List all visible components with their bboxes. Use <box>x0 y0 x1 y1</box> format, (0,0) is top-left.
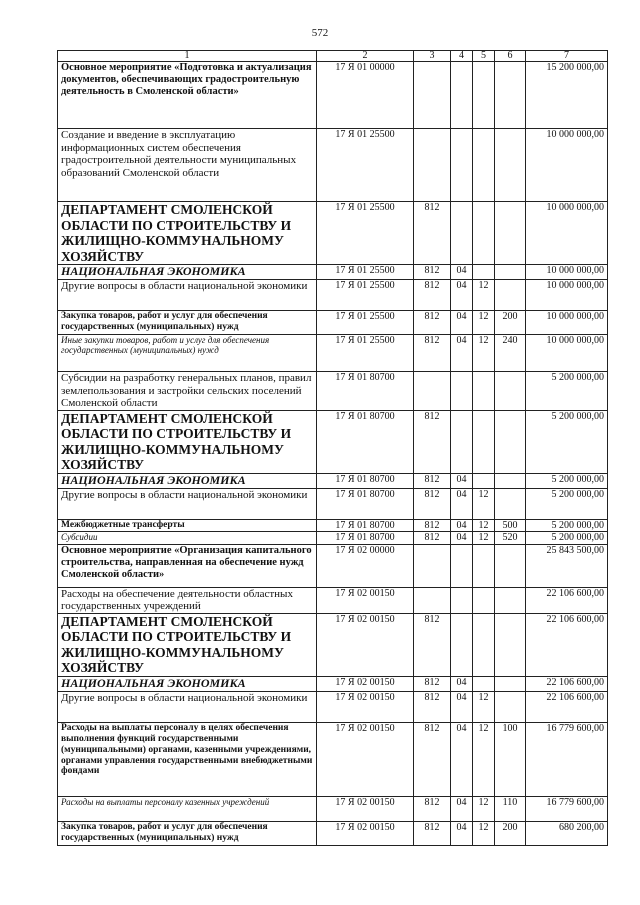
row-dept-cell: 812 <box>414 613 451 676</box>
row-section-cell: 04 <box>451 532 473 545</box>
row-code-cell: 17 Я 02 00150 <box>317 691 414 722</box>
row-section-cell: 04 <box>451 722 473 796</box>
row-amount-cell: 5 200 000,00 <box>526 371 608 410</box>
row-section-cell: 04 <box>451 310 473 334</box>
row-code-cell: 17 Я 02 00150 <box>317 613 414 676</box>
row-section-cell: 04 <box>451 691 473 722</box>
row-code-cell: 17 Я 02 00150 <box>317 676 414 691</box>
row-subsection-cell <box>473 202 495 265</box>
row-name-cell: Расходы на выплаты персоналу в целях обеспечения выполнения функций государственными (муниципальными) органами, казенными учреждениями, органами управления государственными внебюджетными фондами <box>58 722 317 796</box>
row-type-cell <box>495 473 526 488</box>
row-dept-cell: 812 <box>414 202 451 265</box>
row-section-cell: 04 <box>451 821 473 845</box>
table-row <box>58 371 608 410</box>
row-amount-cell: 10 000 000,00 <box>526 334 608 371</box>
header-row <box>58 51 608 62</box>
header-col-4: 4 <box>451 51 473 62</box>
row-name-cell: Расходы на обеспечение деятельности областных государственных учреждений <box>58 587 317 613</box>
row-dept-cell: 812 <box>414 676 451 691</box>
row-name-cell: Расходы на выплаты персоналу казенных учреждений <box>58 796 317 821</box>
row-dept-cell <box>414 371 451 410</box>
row-code-cell: 17 Я 01 00000 <box>317 62 414 129</box>
row-dept-cell: 812 <box>414 310 451 334</box>
table-row <box>58 334 608 371</box>
row-amount-cell: 5 200 000,00 <box>526 532 608 545</box>
row-code-cell: 17 Я 01 80700 <box>317 473 414 488</box>
row-code-cell: 17 Я 02 00150 <box>317 587 414 613</box>
row-amount-cell: 16 779 600,00 <box>526 722 608 796</box>
row-section-cell <box>451 544 473 587</box>
row-amount-cell: 15 200 000,00 <box>526 62 608 129</box>
page-number: 572 <box>311 27 329 39</box>
row-type-cell <box>495 676 526 691</box>
table-body <box>58 62 608 846</box>
table-row <box>58 796 608 821</box>
row-subsection-cell <box>473 587 495 613</box>
row-name-cell: Закупка товаров, работ и услуг для обеспечения государственных (муниципальных) нужд <box>58 310 317 334</box>
row-section-cell: 04 <box>451 796 473 821</box>
row-section-cell: 04 <box>451 473 473 488</box>
row-dept-cell: 812 <box>414 265 451 280</box>
row-amount-cell: 22 106 600,00 <box>526 587 608 613</box>
row-code-cell: 17 Я 01 25500 <box>317 279 414 310</box>
row-subsection-cell <box>473 676 495 691</box>
row-amount-cell: 5 200 000,00 <box>526 410 608 473</box>
row-subsection-cell: 12 <box>473 722 495 796</box>
row-dept-cell: 812 <box>414 796 451 821</box>
row-amount-cell: 10 000 000,00 <box>526 129 608 202</box>
row-subsection-cell <box>473 410 495 473</box>
row-dept-cell: 812 <box>414 532 451 545</box>
row-type-cell <box>495 265 526 280</box>
row-type-cell <box>495 62 526 129</box>
row-amount-cell: 5 200 000,00 <box>526 473 608 488</box>
row-subsection-cell <box>473 473 495 488</box>
row-type-cell <box>495 129 526 202</box>
table-row <box>58 62 608 129</box>
row-amount-cell: 5 200 000,00 <box>526 488 608 519</box>
row-code-cell: 17 Я 01 80700 <box>317 488 414 519</box>
header-col-3: 3 <box>414 51 451 62</box>
row-type-cell <box>495 691 526 722</box>
row-subsection-cell: 12 <box>473 532 495 545</box>
row-type-cell <box>495 488 526 519</box>
row-type-cell <box>495 279 526 310</box>
row-subsection-cell <box>473 62 495 129</box>
row-section-cell: 04 <box>451 488 473 519</box>
row-name-cell: Основное мероприятие «Организация капитального строительства, направленная на обеспечение нужд Смоленской области» <box>58 544 317 587</box>
row-dept-cell: 812 <box>414 821 451 845</box>
row-name-cell: Закупка товаров, работ и услуг для обеспечения государственных (муниципальных) нужд <box>58 821 317 845</box>
row-subsection-cell <box>473 544 495 587</box>
row-section-cell <box>451 62 473 129</box>
row-name-cell: НАЦИОНАЛЬНАЯ ЭКОНОМИКА <box>58 473 317 488</box>
row-type-cell <box>495 371 526 410</box>
row-dept-cell <box>414 544 451 587</box>
row-amount-cell: 680 200,00 <box>526 821 608 845</box>
table-row <box>58 410 608 473</box>
row-code-cell: 17 Я 01 25500 <box>317 202 414 265</box>
row-type-cell: 240 <box>495 334 526 371</box>
row-subsection-cell: 12 <box>473 334 495 371</box>
row-subsection-cell: 12 <box>473 279 495 310</box>
row-section-cell: 04 <box>451 676 473 691</box>
table-row <box>58 532 608 545</box>
row-amount-cell: 10 000 000,00 <box>526 202 608 265</box>
table-row <box>58 587 608 613</box>
table-row <box>58 691 608 722</box>
table-row <box>58 310 608 334</box>
row-amount-cell: 10 000 000,00 <box>526 310 608 334</box>
table-row <box>58 279 608 310</box>
row-subsection-cell: 12 <box>473 691 495 722</box>
header-col-2: 2 <box>317 51 414 62</box>
table-row <box>58 202 608 265</box>
row-name-cell: Межбюджетные трансферты <box>58 519 317 532</box>
header-col-6: 6 <box>495 51 526 62</box>
row-amount-cell: 16 779 600,00 <box>526 796 608 821</box>
row-subsection-cell <box>473 371 495 410</box>
row-code-cell: 17 Я 01 80700 <box>317 410 414 473</box>
row-subsection-cell <box>473 265 495 280</box>
row-section-cell: 04 <box>451 265 473 280</box>
header-col-5: 5 <box>473 51 495 62</box>
row-type-cell <box>495 410 526 473</box>
row-dept-cell: 812 <box>414 334 451 371</box>
row-type-cell <box>495 202 526 265</box>
row-amount-cell: 25 843 500,00 <box>526 544 608 587</box>
row-subsection-cell: 12 <box>473 519 495 532</box>
row-amount-cell: 22 106 600,00 <box>526 613 608 676</box>
row-name-cell: Субсидии <box>58 532 317 545</box>
row-type-cell: 200 <box>495 821 526 845</box>
row-name-cell: Основное мероприятие «Подготовка и актуализация документов, обеспечивающих градостроительную деятельность в Смоленской области» <box>58 62 317 129</box>
header-col-7: 7 <box>526 51 608 62</box>
row-name-cell: Создание и введение в эксплуатацию информационных систем обеспечения градостроительной деятельности муниципальных образований Смоленской области <box>58 129 317 202</box>
row-subsection-cell <box>473 129 495 202</box>
row-dept-cell: 812 <box>414 519 451 532</box>
table-row <box>58 821 608 845</box>
row-section-cell <box>451 371 473 410</box>
row-section-cell: 04 <box>451 519 473 532</box>
row-code-cell: 17 Я 01 25500 <box>317 265 414 280</box>
row-name-cell: Субсидии на разработку генеральных планов, правил землепользования и застройки сельских поселений Смоленской области <box>58 371 317 410</box>
row-dept-cell: 812 <box>414 722 451 796</box>
row-section-cell <box>451 587 473 613</box>
row-type-cell <box>495 544 526 587</box>
row-code-cell: 17 Я 01 80700 <box>317 371 414 410</box>
row-amount-cell: 10 000 000,00 <box>526 279 608 310</box>
row-subsection-cell: 12 <box>473 488 495 519</box>
row-section-cell <box>451 202 473 265</box>
row-amount-cell: 10 000 000,00 <box>526 265 608 280</box>
row-name-cell: Другие вопросы в области национальной экономики <box>58 279 317 310</box>
row-section-cell <box>451 410 473 473</box>
row-code-cell: 17 Я 01 80700 <box>317 532 414 545</box>
table-row <box>58 129 608 202</box>
row-code-cell: 17 Я 01 25500 <box>317 334 414 371</box>
row-dept-cell <box>414 62 451 129</box>
row-dept-cell <box>414 129 451 202</box>
row-dept-cell: 812 <box>414 691 451 722</box>
row-code-cell: 17 Я 01 25500 <box>317 129 414 202</box>
row-type-cell: 500 <box>495 519 526 532</box>
table-row <box>58 265 608 280</box>
row-section-cell <box>451 613 473 676</box>
row-name-cell: ДЕПАРТАМЕНТ СМОЛЕНСКОЙ ОБЛАСТИ ПО СТРОИТЕЛЬСТВУ И ЖИЛИЩНО-КОММУНАЛЬНОМУ ХОЗЯЙСТВУ <box>58 202 317 265</box>
row-type-cell: 520 <box>495 532 526 545</box>
table-row <box>58 722 608 796</box>
row-name-cell: ДЕПАРТАМЕНТ СМОЛЕНСКОЙ ОБЛАСТИ ПО СТРОИТЕЛЬСТВУ И ЖИЛИЩНО-КОММУНАЛЬНОМУ ХОЗЯЙСТВУ <box>58 410 317 473</box>
row-dept-cell: 812 <box>414 473 451 488</box>
row-subsection-cell: 12 <box>473 796 495 821</box>
table-row <box>58 519 608 532</box>
budget-table <box>57 50 608 846</box>
row-dept-cell <box>414 587 451 613</box>
row-name-cell: НАЦИОНАЛЬНАЯ ЭКОНОМИКА <box>58 265 317 280</box>
row-section-cell: 04 <box>451 279 473 310</box>
row-dept-cell: 812 <box>414 279 451 310</box>
row-type-cell <box>495 587 526 613</box>
row-type-cell: 110 <box>495 796 526 821</box>
row-amount-cell: 22 106 600,00 <box>526 691 608 722</box>
row-amount-cell: 22 106 600,00 <box>526 676 608 691</box>
table-row <box>58 488 608 519</box>
row-amount-cell: 5 200 000,00 <box>526 519 608 532</box>
row-code-cell: 17 Я 02 00150 <box>317 821 414 845</box>
table-row <box>58 676 608 691</box>
row-code-cell: 17 Я 02 00150 <box>317 796 414 821</box>
row-type-cell: 200 <box>495 310 526 334</box>
row-dept-cell: 812 <box>414 410 451 473</box>
row-code-cell: 17 Я 02 00150 <box>317 722 414 796</box>
row-subsection-cell <box>473 613 495 676</box>
row-section-cell <box>451 129 473 202</box>
row-code-cell: 17 Я 02 00000 <box>317 544 414 587</box>
row-section-cell: 04 <box>451 334 473 371</box>
row-subsection-cell: 12 <box>473 310 495 334</box>
row-type-cell: 100 <box>495 722 526 796</box>
row-name-cell: НАЦИОНАЛЬНАЯ ЭКОНОМИКА <box>58 676 317 691</box>
row-name-cell: Другие вопросы в области национальной экономики <box>58 691 317 722</box>
row-dept-cell: 812 <box>414 488 451 519</box>
table-row <box>58 473 608 488</box>
table-row <box>58 544 608 587</box>
row-name-cell: Другие вопросы в области национальной экономики <box>58 488 317 519</box>
row-subsection-cell: 12 <box>473 821 495 845</box>
table-row <box>58 613 608 676</box>
row-name-cell: ДЕПАРТАМЕНТ СМОЛЕНСКОЙ ОБЛАСТИ ПО СТРОИТЕЛЬСТВУ И ЖИЛИЩНО-КОММУНАЛЬНОМУ ХОЗЯЙСТВУ <box>58 613 317 676</box>
row-name-cell: Иные закупки товаров, работ и услуг для обеспечения государственных (муниципальных) нужд <box>58 334 317 371</box>
row-code-cell: 17 Я 01 25500 <box>317 310 414 334</box>
row-code-cell: 17 Я 01 80700 <box>317 519 414 532</box>
row-type-cell <box>495 613 526 676</box>
header-col-1: 1 <box>58 51 317 62</box>
